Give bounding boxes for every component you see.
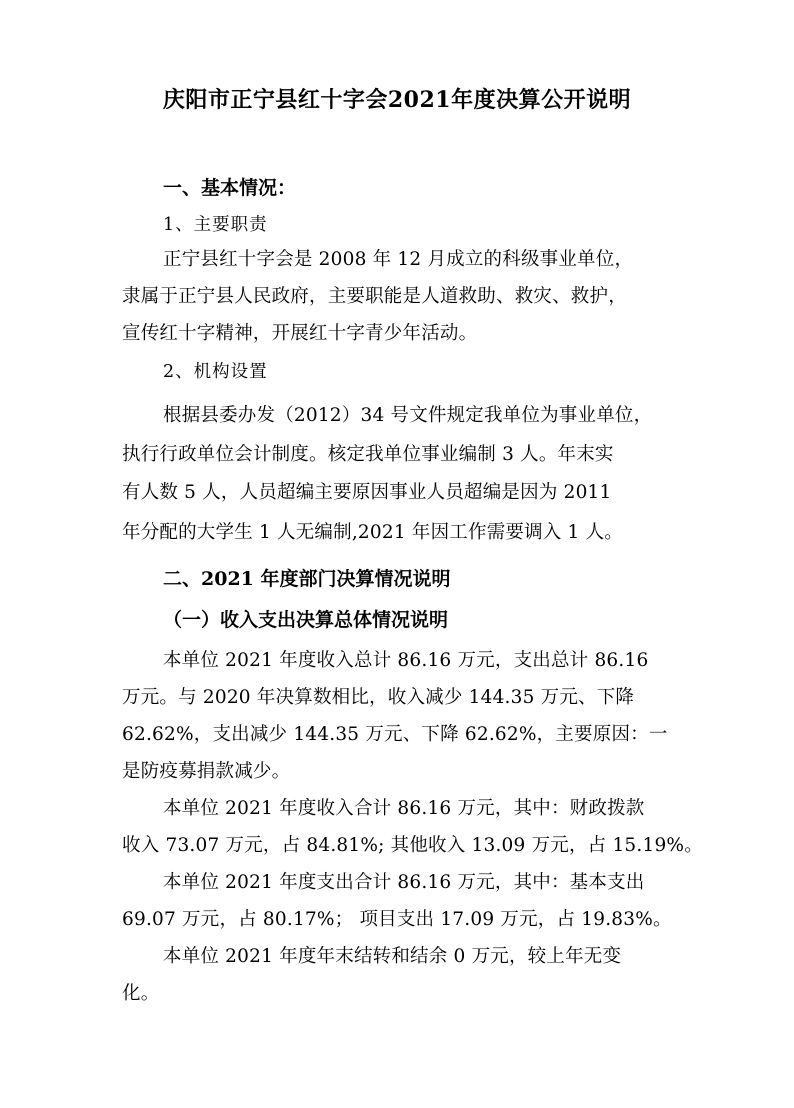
page-title: 庆阳市正宁县红十字会2021年度决算公开说明: [162, 87, 632, 113]
section-heading-final-accounts: 二、2021 年度部门决算情况说明: [163, 568, 451, 590]
subsection-heading-income-expense: （一）收入支出决算总体情况说明: [163, 609, 449, 631]
paragraph-line: 是防疫募捐款减少。: [122, 761, 291, 782]
paragraph-line: 宣传红十字精神，开展红十字青少年活动。: [122, 323, 478, 344]
paragraph-line: 万元。与 2020 年决算数相比，收入减少 144.35 万元、下降: [122, 687, 635, 708]
paragraph-line: 隶属于正宁县人民政府，主要职能是人道救助、救灾、救护，: [122, 286, 627, 307]
paragraph-line: 收入 73.07 万元，占 84.81%; 其他收入 13.09 万元，占 15.19%。: [122, 835, 703, 856]
paragraph-line: 年分配的大学生 1 人无编制,2021 年因工作需要调入 1 人。: [122, 522, 624, 543]
paragraph-line: 本单位 2021 年度支出合计 86.16 万元，其中：基本支出: [163, 872, 645, 893]
paragraph-line: 69.07 万元，占 80.17%； 项目支出 17.09 万元，占 19.83%。: [122, 909, 672, 930]
item-heading-organization: 2、机构设置: [163, 362, 268, 382]
section-heading-basic-info: 一、基本情况：: [163, 177, 297, 199]
paragraph-line: 本单位 2021 年度收入总计 86.16 万元，支出总计 86.16: [163, 650, 649, 671]
paragraph-line: 执行行政单位会计制度。核定我单位事业编制 3 人。年末实: [122, 444, 614, 465]
paragraph-line: 62.62%，支出减少 144.35 万元、下降 62.62%，主要原因：一: [122, 724, 668, 745]
paragraph-line: 本单位 2021 年度年末结转和结余 0 万元，较上年无变: [163, 946, 622, 967]
paragraph-line: 有人数 5 人，人员超编主要原因事业人员超编是因为 2011: [122, 482, 612, 503]
paragraph-line: 正宁县红十字会是 2008 年 12 月成立的科级事业单位，: [163, 249, 634, 270]
paragraph-line: 根据县委办发（2012）34 号文件规定我单位为事业单位，: [163, 405, 653, 426]
item-heading-duties: 1、主要职责: [163, 215, 268, 235]
paragraph-line: 本单位 2021 年度收入合计 86.16 万元，其中：财政拨款: [163, 798, 645, 819]
paragraph-line: 化。: [122, 983, 160, 1004]
